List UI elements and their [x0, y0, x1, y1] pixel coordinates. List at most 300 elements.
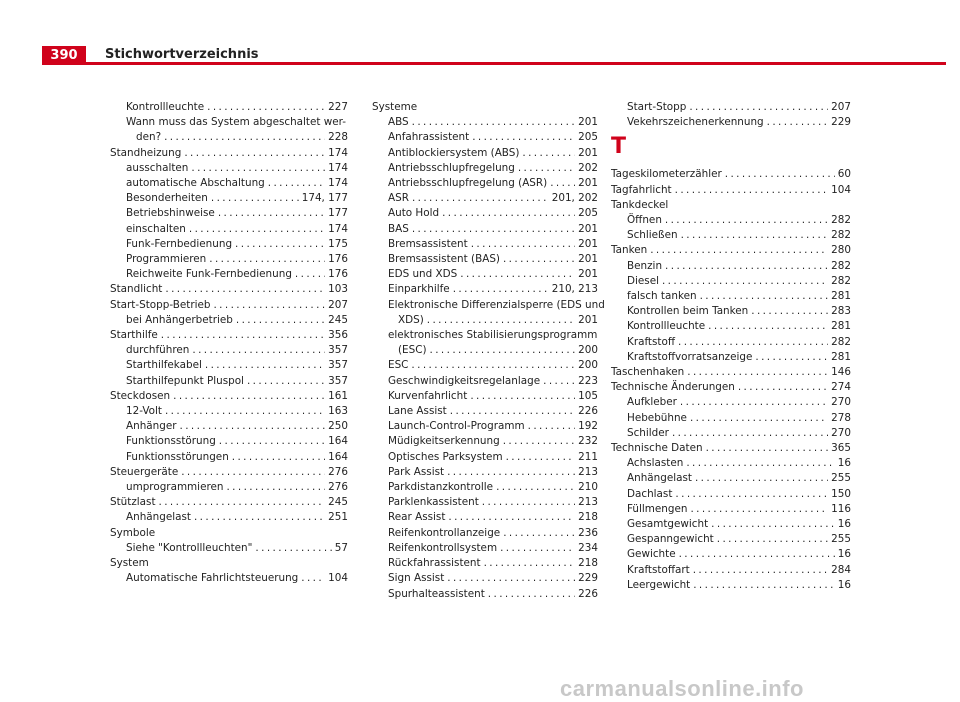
dot-leader: [700, 289, 829, 304]
page-ref: 176: [328, 268, 348, 281]
page-ref: 281: [831, 350, 851, 363]
entry-label: Steuergeräte: [110, 465, 179, 478]
page-ref: 213: [578, 496, 598, 509]
page-ref: 104: [831, 183, 851, 196]
index-subentry: [611, 319, 851, 334]
page-ref: 282: [831, 259, 851, 272]
page-ref: 356: [328, 329, 348, 342]
page-ref: 207: [328, 298, 348, 311]
dot-leader: [738, 380, 828, 395]
page-ref: 201: [578, 253, 598, 266]
index-subentry: [611, 502, 851, 517]
dot-leader: [679, 547, 835, 562]
dot-leader: [717, 532, 828, 547]
index-entry: [611, 167, 851, 182]
page-ref: 164: [328, 450, 348, 463]
entry-label: Achslasten: [627, 457, 684, 470]
index-subentry: [372, 206, 598, 221]
index-subentry: [110, 358, 348, 373]
page-ref: 16: [837, 457, 851, 470]
entry-label: Starthilfekabel: [126, 359, 202, 372]
page-title: Stichwortverzeichnis: [105, 47, 259, 62]
entry-label: ASR: [388, 192, 409, 205]
index-subentry: elektronisches Stabilisierungsprogramm: [388, 329, 598, 342]
page-ref: 192: [578, 420, 598, 433]
index-subentry: [372, 465, 598, 480]
entry-label: Reifenkontrollsystem: [388, 541, 498, 554]
index-subentry: [611, 304, 851, 319]
index-subentry: [110, 161, 348, 176]
page-ref: 282: [831, 335, 851, 348]
entry-label: Einparkhilfe: [388, 283, 450, 296]
page-ref: 270: [831, 396, 851, 409]
page-ref: 210, 213: [551, 283, 598, 296]
dot-leader: [543, 374, 575, 389]
dot-leader: [460, 267, 575, 282]
dot-leader: [226, 480, 325, 495]
entry-label: Tageskilometerzähler: [611, 168, 722, 181]
page-ref: 105: [578, 389, 598, 402]
index-subentry: [611, 487, 851, 502]
entry-label: Kontrollen beim Tanken: [627, 305, 749, 318]
index-subentry: [372, 495, 598, 510]
entry-label: Parklenkassistent: [388, 496, 479, 509]
entry-label: Anhängelast: [627, 472, 692, 485]
page-ref: 211: [578, 450, 598, 463]
dot-leader: [184, 146, 325, 161]
index-subentry: [611, 100, 851, 115]
entry-label: Rear Assist: [388, 511, 446, 524]
entry-label: Starthilfe: [110, 329, 158, 342]
entry-label: Reifenkontrollanzeige: [388, 526, 501, 539]
index-subentry: [110, 222, 348, 237]
index-subentry: [110, 374, 348, 389]
dot-leader: [686, 456, 834, 471]
index-subentry: [611, 289, 851, 304]
dot-leader: [506, 450, 576, 465]
index-subentry: [372, 587, 598, 602]
dot-leader: [164, 130, 325, 145]
page-ref: 245: [328, 313, 348, 326]
page-ref: 201: [578, 146, 598, 159]
page-ref: 226: [578, 405, 598, 418]
dot-leader: [550, 176, 575, 191]
entry-label: ABS: [388, 116, 409, 129]
index-entry: [110, 389, 348, 404]
dot-leader: [693, 563, 828, 578]
page-ref: 200: [578, 359, 598, 372]
page-ref: 236: [578, 526, 598, 539]
index-subentry: [611, 350, 851, 365]
dot-leader: [213, 298, 325, 313]
dot-leader: [165, 282, 325, 297]
dot-leader: [247, 374, 325, 389]
entry-label: Reichweite Funk-Fernbedienung: [126, 268, 292, 281]
dot-leader: [500, 541, 575, 556]
entry-label: Besonderheiten: [126, 192, 208, 205]
dot-leader: [192, 343, 325, 358]
dot-leader: [662, 274, 828, 289]
index-heading: Systeme: [372, 101, 418, 113]
entry-label: (ESC): [398, 344, 427, 357]
index-subentry: [611, 532, 851, 547]
page-ref: 357: [328, 359, 348, 372]
page-ref: 174: [328, 222, 348, 235]
entry-label: Funk-Fernbedienung: [126, 237, 233, 250]
dot-leader: [194, 510, 325, 525]
entry-label: Anhänger: [126, 420, 177, 433]
entry-label: Gespanngewicht: [627, 533, 714, 546]
index-subentry: [611, 411, 851, 426]
page-ref: 255: [831, 533, 851, 546]
page-ref: 205: [578, 207, 598, 220]
index-subentry: [611, 274, 851, 289]
page-ref: 16: [837, 578, 851, 591]
index-subentry: [110, 267, 348, 282]
entry-label: Automatische Fahrlichtsteuerung: [126, 572, 299, 585]
dot-leader: [191, 161, 325, 176]
page-ref: 227: [328, 101, 348, 113]
index-subentry: [110, 343, 348, 358]
index-subentry: [110, 419, 348, 434]
index-subentry: [611, 213, 851, 228]
index-subentry: [372, 252, 598, 267]
dot-leader: [412, 222, 575, 237]
dot-leader: [678, 335, 828, 350]
dot-leader: [159, 495, 326, 510]
index-subentry: [110, 130, 348, 145]
dot-leader: [689, 100, 828, 115]
page-ref: 176: [328, 253, 348, 266]
dot-leader: [412, 191, 549, 206]
page-ref: 200: [578, 344, 598, 357]
dot-leader: [708, 319, 828, 334]
index-heading: Symbole: [110, 526, 156, 539]
entry-label: Müdigkeitserkennung: [388, 435, 500, 448]
entry-label: Bremsassistent: [388, 237, 468, 250]
page-ref: 232: [578, 435, 598, 448]
page-ref: 103: [328, 283, 348, 296]
index-entry: [110, 298, 348, 313]
dot-leader: [181, 465, 325, 480]
index-subentry: [372, 374, 598, 389]
dot-leader: [711, 517, 835, 532]
entry-label: automatische Abschaltung: [126, 177, 265, 190]
index-subentry: [110, 237, 348, 252]
page-ref: 201: [578, 237, 598, 250]
page-ref: 274: [831, 381, 851, 394]
page-ref: 282: [831, 214, 851, 227]
index-entry: [110, 146, 348, 161]
dot-leader: [687, 365, 828, 380]
page-ref: 146: [831, 366, 851, 379]
page-ref: 104: [328, 572, 348, 585]
dot-leader: [675, 183, 829, 198]
dot-leader: [503, 526, 575, 541]
index-subentry: [372, 541, 598, 556]
index-subentry: [611, 578, 851, 593]
index-column-2: [372, 100, 605, 602]
entry-label: Kraftstoffvorratsanzeige: [627, 350, 753, 363]
dot-leader: [255, 541, 331, 556]
page-ref: 284: [831, 563, 851, 576]
entry-label: Technische Daten: [611, 442, 703, 455]
index-subentry: [372, 404, 598, 419]
entry-label: Start-Stopp: [627, 101, 687, 113]
dot-leader: [205, 358, 325, 373]
dot-leader: [690, 502, 828, 517]
index-entry: [611, 365, 851, 380]
dot-leader: [503, 252, 575, 267]
dot-leader: [412, 115, 576, 130]
dot-leader: [518, 161, 575, 176]
dot-leader: [268, 176, 325, 191]
dot-leader: [453, 282, 549, 297]
page-ref: 280: [831, 244, 851, 257]
dot-leader: [755, 350, 828, 365]
entry-label: Sign Assist: [388, 572, 445, 585]
page-ref: 281: [831, 320, 851, 333]
page-ref: 202: [578, 161, 598, 174]
entry-label: Benzin: [627, 259, 663, 272]
dot-leader: [482, 495, 575, 510]
dot-leader: [503, 434, 575, 449]
entry-label: falsch tanken: [627, 290, 697, 303]
dot-leader: [522, 146, 575, 161]
page-ref: 201: [578, 222, 598, 235]
entry-label: Anhängelast: [126, 511, 191, 524]
entry-label: durchführen: [126, 344, 190, 357]
page-ref: 201: [578, 313, 598, 326]
dot-leader: [411, 358, 575, 373]
dot-leader: [430, 343, 576, 358]
entry-label: ausschalten: [126, 161, 189, 174]
index-subentry: [372, 358, 598, 373]
dot-leader: [219, 434, 325, 449]
entry-label: Standlicht: [110, 283, 163, 296]
dot-leader: [528, 419, 576, 434]
entry-label: Öffnen: [627, 214, 662, 227]
page-ref: 255: [831, 472, 851, 485]
entry-label: XDS): [398, 313, 424, 326]
page-ref: 283: [831, 305, 851, 318]
dot-leader: [207, 100, 325, 115]
entry-label: Technische Änderungen: [611, 381, 735, 394]
dot-leader: [751, 304, 828, 319]
index-subentry: [611, 563, 851, 578]
dot-leader: [484, 556, 576, 571]
index-subentry: [110, 480, 348, 495]
entry-label: Antriebsschlupfregelung: [388, 161, 515, 174]
entry-label: Lane Assist: [388, 405, 447, 418]
entry-label: Aufkleber: [627, 396, 677, 409]
index-subentry: [372, 510, 598, 525]
index-subentry: [372, 115, 598, 130]
page-ref: 57: [334, 541, 348, 554]
index-subentry: [372, 343, 598, 358]
page-ref: 365: [831, 442, 851, 455]
page-ref: 207: [831, 101, 851, 113]
page-ref: 161: [328, 389, 348, 402]
dot-leader: [681, 228, 829, 243]
index-subentry: [611, 259, 851, 274]
entry-label: Antiblockiersystem (ABS): [388, 146, 520, 159]
dot-leader: [173, 389, 325, 404]
entry-label: Füllmengen: [627, 502, 688, 515]
index-subentry: [110, 571, 348, 586]
index-heading: Tankdeckel: [611, 198, 669, 211]
page-ref: 276: [328, 465, 348, 478]
dot-leader: [693, 578, 835, 593]
dot-leader: [472, 130, 575, 145]
index-subentry: [372, 161, 598, 176]
index-subentry: [611, 115, 851, 130]
page-ref: 218: [578, 557, 598, 570]
dot-leader: [180, 419, 326, 434]
index-entry: [110, 465, 348, 480]
page-ref: 218: [578, 511, 598, 524]
page-ref: 229: [831, 116, 851, 129]
page-ref: 223: [578, 374, 598, 387]
entry-label: Gewichte: [627, 548, 676, 561]
entry-label: Geschwindigkeitsregelanlage: [388, 374, 541, 387]
entry-label: Anfahrassistent: [388, 131, 470, 144]
dot-leader: [672, 426, 828, 441]
entry-label: Launch-Control-Programm: [388, 420, 525, 433]
entry-label: Vekehrszeichenerkennung: [627, 116, 764, 129]
dot-leader: [690, 411, 828, 426]
page-ref: 116: [831, 502, 851, 515]
page-ref: 174: [328, 177, 348, 190]
index-subentry: [611, 395, 851, 410]
index-subentry: [611, 426, 851, 441]
entry-label: Hebebühne: [627, 411, 687, 424]
index-subentry: [372, 571, 598, 586]
dot-leader: [161, 328, 325, 343]
page-ref: 213: [578, 465, 598, 478]
entry-label: Park Assist: [388, 465, 445, 478]
entry-label: Kontrollleuchte: [627, 320, 706, 333]
entry-label: Auto Hold: [388, 207, 440, 220]
entry-label: Schließen: [627, 229, 678, 242]
page-ref: 251: [328, 511, 348, 524]
watermark: carmanualsonline.info: [560, 676, 804, 701]
index-subentry: Wann muss das System abgeschaltet wer-: [126, 116, 347, 129]
index-subentry: [611, 228, 851, 243]
index-subentry: [110, 450, 348, 465]
entry-label: Starthilfepunkt Pluspol: [126, 374, 244, 387]
dot-leader: [470, 389, 575, 404]
dot-leader: [675, 487, 828, 502]
dot-leader: [232, 450, 325, 465]
page-ref: 201: [578, 177, 598, 190]
dot-leader: [165, 404, 325, 419]
dot-leader: [295, 267, 325, 282]
page-ref: 164: [328, 435, 348, 448]
page-ref: 163: [328, 405, 348, 418]
entry-label: Kurvenfahrlicht: [388, 389, 468, 402]
dot-leader: [235, 237, 325, 252]
page-ref: 234: [578, 541, 598, 554]
entry-label: ESC: [388, 359, 409, 372]
entry-label: Optisches Parksystem: [388, 450, 503, 463]
page-ref: 16: [837, 518, 851, 531]
entry-label: Diesel: [627, 274, 659, 287]
dot-leader: [650, 243, 828, 258]
dot-leader: [447, 465, 575, 480]
index-subentry: [372, 434, 598, 449]
index-subentry: [372, 282, 598, 297]
index-subentry: [372, 176, 598, 191]
entry-label: Programmieren: [126, 253, 207, 266]
dot-leader: [427, 313, 575, 328]
entry-label: Rückfahrassistent: [388, 557, 481, 570]
page-ref: 357: [328, 344, 348, 357]
index-column-1: [110, 100, 348, 587]
dot-leader: [496, 480, 575, 495]
page-ref: 226: [578, 587, 598, 600]
page-ref: 150: [831, 487, 851, 500]
index-subentry: [372, 450, 598, 465]
index-subentry: [110, 252, 348, 267]
index-entry: [611, 441, 851, 456]
entry-label: einschalten: [126, 222, 186, 235]
index-subentry: [611, 456, 851, 471]
entry-label: BAS: [388, 222, 409, 235]
page-ref: 174, 177: [301, 192, 348, 205]
entry-label: Betriebshinweise: [126, 207, 215, 220]
index-subentry: [372, 526, 598, 541]
dot-leader: [442, 206, 575, 221]
index-entry: [611, 380, 851, 395]
index-subentry: [372, 480, 598, 495]
dot-leader: [236, 313, 325, 328]
dot-leader: [665, 213, 828, 228]
entry-label: EDS und XDS: [388, 268, 458, 281]
index-entry: [611, 183, 851, 198]
dot-leader: [706, 441, 829, 456]
page-ref: 229: [578, 572, 598, 585]
entry-label: Tanken: [611, 244, 648, 257]
page-ref: 201, 202: [551, 192, 598, 205]
dot-leader: [767, 115, 829, 130]
page-ref: 16: [837, 548, 851, 561]
index-subentry: [110, 100, 348, 115]
page-ref: 282: [831, 229, 851, 242]
entry-label: Schilder: [627, 426, 669, 439]
page-ref: 210: [578, 481, 598, 494]
index-column-3: [611, 100, 851, 593]
entry-label: Spurhalteassistent: [388, 587, 485, 600]
dot-leader: [447, 571, 575, 586]
page-ref: 174: [328, 146, 348, 159]
entry-label: den?: [136, 131, 162, 144]
index-subentry: [611, 471, 851, 486]
page-ref: 201: [578, 116, 598, 129]
index-subentry: [372, 313, 598, 328]
dot-leader: [665, 259, 828, 274]
index-subentry: [110, 510, 348, 525]
entry-label: umprogrammieren: [126, 481, 224, 494]
index-subentry: [372, 191, 598, 206]
entry-label: Standheizung: [110, 146, 182, 159]
index-subentry: [110, 176, 348, 191]
entry-label: Parkdistanzkontrolle: [388, 481, 494, 494]
index-subentry: [372, 389, 598, 404]
dot-leader: [211, 191, 299, 206]
page-ref: 175: [328, 237, 348, 250]
dot-leader: [680, 395, 828, 410]
